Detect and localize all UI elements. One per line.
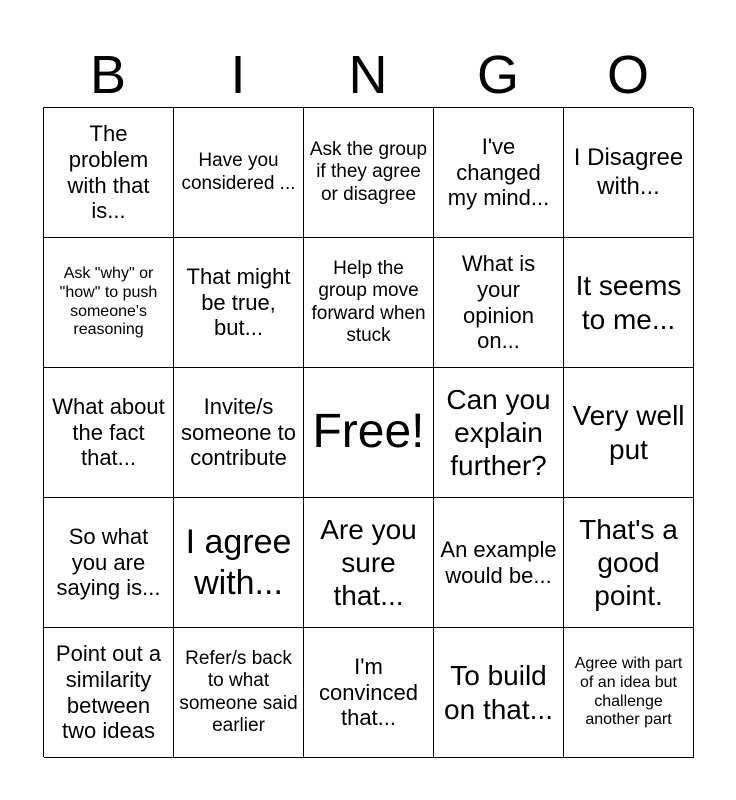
cell-text: That's a good point. (579, 513, 678, 612)
bingo-cell[interactable] (564, 498, 694, 628)
cell-text: That might be true, but... (186, 263, 291, 341)
cell-text: The problem with that is... (67, 120, 150, 224)
bingo-cell[interactable] (44, 368, 174, 498)
cell-text: Help the group move forward when stuck (311, 257, 426, 346)
free-space-text: Free! (312, 405, 425, 459)
bingo-cell[interactable] (174, 628, 304, 758)
cell-text: Can you explain further? (446, 383, 551, 482)
cell-text: Agree with part of an idea but challenge another part (574, 654, 683, 729)
cell-text: I've changed my mind... (447, 133, 550, 211)
cell-text: What is your opinion on... (461, 250, 536, 354)
cell-text: I agree with... (185, 523, 292, 602)
bingo-cell[interactable] (174, 238, 304, 368)
cell-text: So what you are saying is... (56, 523, 161, 601)
cell-text: Are you sure that... (320, 513, 417, 612)
bingo-cell[interactable] (304, 628, 434, 758)
bingo-cell[interactable] (434, 628, 564, 758)
cell-text: Refer/s back to what someone said earlier (179, 647, 298, 736)
bingo-cell[interactable] (304, 238, 434, 368)
bingo-cell[interactable] (564, 108, 694, 238)
cell-text: Very well put (572, 400, 685, 465)
header-letter-i: I (230, 45, 246, 105)
cell-text: Invite/s someone to contribute (181, 393, 296, 471)
header-letter-n: N (348, 45, 388, 105)
bingo-cell[interactable] (564, 368, 694, 498)
bingo-cell[interactable] (304, 108, 434, 238)
cell-text: What about the fact that... (52, 393, 165, 471)
bingo-cell[interactable] (564, 238, 694, 368)
bingo-cell[interactable] (44, 498, 174, 628)
bingo-cell[interactable] (434, 108, 564, 238)
free-space-cell[interactable] (304, 368, 434, 498)
bingo-header (43, 44, 693, 106)
cell-text: I'm convinced that... (318, 653, 419, 731)
header-letter-g: G (476, 45, 519, 105)
bingo-cell[interactable] (174, 368, 304, 498)
cell-text: Ask the group if they agree or disagree (309, 138, 428, 205)
bingo-cell[interactable] (174, 108, 304, 238)
cell-text: To build on that... (444, 660, 553, 725)
bingo-cell[interactable] (434, 238, 564, 368)
bingo-cell[interactable] (434, 498, 564, 628)
bingo-cell[interactable] (174, 498, 304, 628)
bingo-cell[interactable] (44, 238, 174, 368)
header-letter-o: O (606, 45, 649, 105)
bingo-cell[interactable] (434, 368, 564, 498)
cell-text: I Disagree with... (573, 144, 684, 200)
bingo-board (43, 107, 693, 757)
cell-text: An example would be... (440, 536, 557, 588)
cell-text: Point out a similarity between two ideas (55, 640, 162, 744)
header-letter-b: B (89, 45, 127, 105)
bingo-cell[interactable] (44, 628, 174, 758)
bingo-cell[interactable] (44, 108, 174, 238)
bingo-cell[interactable] (304, 498, 434, 628)
cell-text: Have you considered ... (181, 150, 296, 194)
bingo-cell[interactable] (564, 628, 694, 758)
cell-text: Ask "why" or "how" to push someone's reasoning (59, 264, 158, 339)
cell-text: It seems to me... (575, 270, 682, 335)
